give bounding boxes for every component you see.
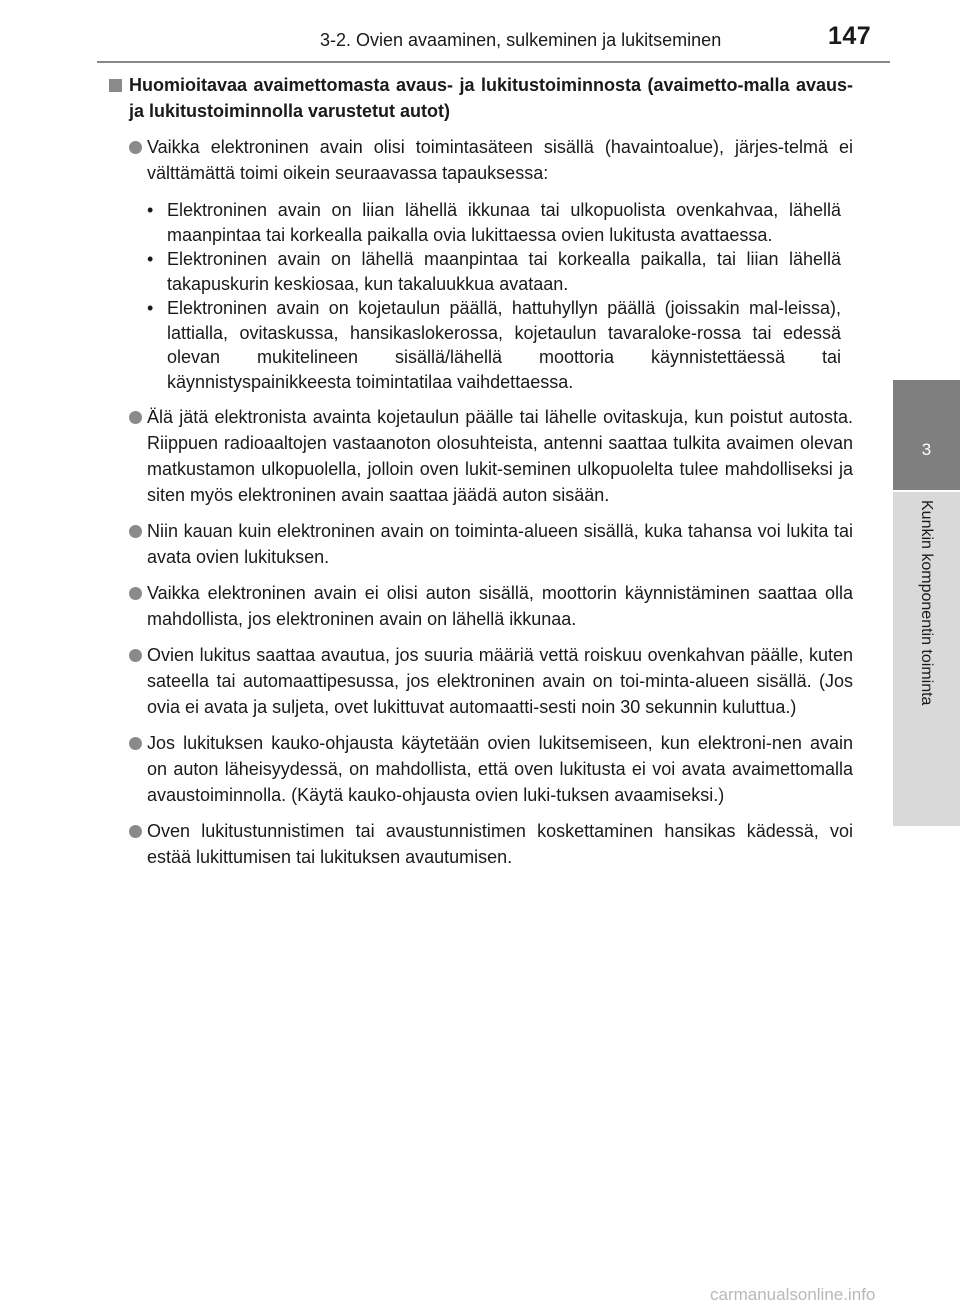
- dot-bullet-icon: •: [147, 298, 154, 318]
- dot-bullet-icon: •: [147, 200, 154, 220]
- sub-list-text: Elektroninen avain on liian lähellä ikkunaa tai ulkopuolista ovenkahvaa, lähellä maanpintaa tai korkealla paikalla ovia lukittaessa ovien lukitusta avattaessa.: [167, 200, 841, 245]
- dot-bullet-icon: •: [147, 249, 154, 269]
- chapter-tab-label-block: [893, 492, 960, 826]
- bullet-text: Jos lukituksen kauko-ohjausta käytetään ovien lukitsemiseen, kun elektroni-nen avain on auton läheisyydessä, on mahdollista, että oven lukitusta ei voi avata avaimettomalla avaustoiminnolla. (Käytä kauko-ohjausta ovien luki-tuksen avaamiseksi.): [147, 733, 853, 805]
- bullet-item: [105, 580, 853, 632]
- header-divider: [97, 61, 890, 63]
- circle-bullet-icon: [129, 141, 142, 154]
- bullet-text: Ovien lukitus saattaa avautua, jos suuria määriä vettä roiskuu ovenkahvan päälle, kuten sateella tai automaattipesussa, jos elektroninen avain on toi-minta-alueen sisällä. (Jos ovia ei avata ja suljeta, ovet lukittuvat automaatti-sesti noin 30 sekunnin kuluttua.): [147, 645, 853, 717]
- sub-list-item: [105, 198, 853, 247]
- bullet-item: [105, 404, 853, 508]
- page-header: [0, 0, 960, 62]
- sub-list: [105, 198, 853, 394]
- square-bullet-icon: [109, 79, 122, 92]
- page-number: 147: [828, 22, 872, 50]
- bullet-item: [105, 818, 853, 870]
- bullet-text: Vaikka elektroninen avain ei olisi auton sisällä, moottorin käynnistäminen saattaa olla mahdollista, jos elektroninen avain on lähellä ikkunaa.: [147, 583, 853, 629]
- bullet-item: [105, 730, 853, 808]
- circle-bullet-icon: [129, 525, 142, 538]
- chapter-label: Kunkin komponentin toiminta: [918, 500, 935, 706]
- bullet-item: [105, 518, 853, 570]
- sub-list-text: Elektroninen avain on kojetaulun päällä, hattuhyllyn päällä (joissakin mal-leissa), lattialla, ovitaskussa, hansikaslokerossa, kojetaulun tavaraloke-rossa tai edessä olevan mukitelineen sisällä/lähellä moottoria käynnistettäessä tai käynnistyspainikkeesta toimintatilaa vaihdettaessa.: [167, 298, 841, 392]
- bullet-text: Oven lukitustunnistimen tai avaustunnistimen koskettaminen hansikas kädessä, voi estää lukittumisen tai lukituksen avautumisen.: [147, 821, 853, 867]
- section-title: 3-2. Ovien avaaminen, sulkeminen ja lukitseminen: [320, 30, 722, 50]
- main-content: [105, 72, 853, 880]
- sub-list-item: [105, 247, 853, 296]
- sub-list-item: [105, 296, 853, 394]
- chapter-number: 3: [921, 440, 932, 459]
- bullet-item: [105, 642, 853, 720]
- bullet-text: Älä jätä elektronista avainta kojetaulun päälle tai lähelle ovitaskuja, kun poistut autosta. Riippuen radioaaltojen vastaanoton olosuhteista, antenni saattaa tulkita avaimen olevan matkustamon ulkopuolella, jolloin oven lukit-seminen ulkopuolelta tulee mahdolliseksi ja siten myös elektroninen avain saattaa jäädä auton sisään.: [147, 407, 853, 505]
- chapter-tab-number-block: [893, 380, 960, 490]
- bullet-text: Vaikka elektroninen avain olisi toimintasäteen sisällä (havaintoalue), järjes-telmä ei välttämättä toimi oikein seuraavassa tapauksessa:: [147, 137, 853, 183]
- circle-bullet-icon: [129, 825, 142, 838]
- section-heading-text: Huomioitavaa avaimettomasta avaus- ja lukitustoiminnosta (avaimetto-malla avaus- ja lukitustoiminnolla varustetut autot): [129, 75, 853, 121]
- circle-bullet-icon: [129, 737, 142, 750]
- circle-bullet-icon: [129, 411, 142, 424]
- bullet-text: Niin kauan kuin elektroninen avain on toiminta-alueen sisällä, kuka tahansa voi lukita tai avata ovien lukituksen.: [147, 521, 853, 567]
- site-watermark: carmanualsonline.info: [710, 1285, 876, 1304]
- bullet-item: [105, 134, 853, 394]
- sub-list-text: Elektroninen avain on lähellä maanpintaa tai korkealla paikalla, tai liian lähellä takapuskurin keskiosaa, kun takaluukkua avataan.: [167, 249, 841, 294]
- circle-bullet-icon: [129, 587, 142, 600]
- section-heading: [105, 72, 853, 124]
- circle-bullet-icon: [129, 649, 142, 662]
